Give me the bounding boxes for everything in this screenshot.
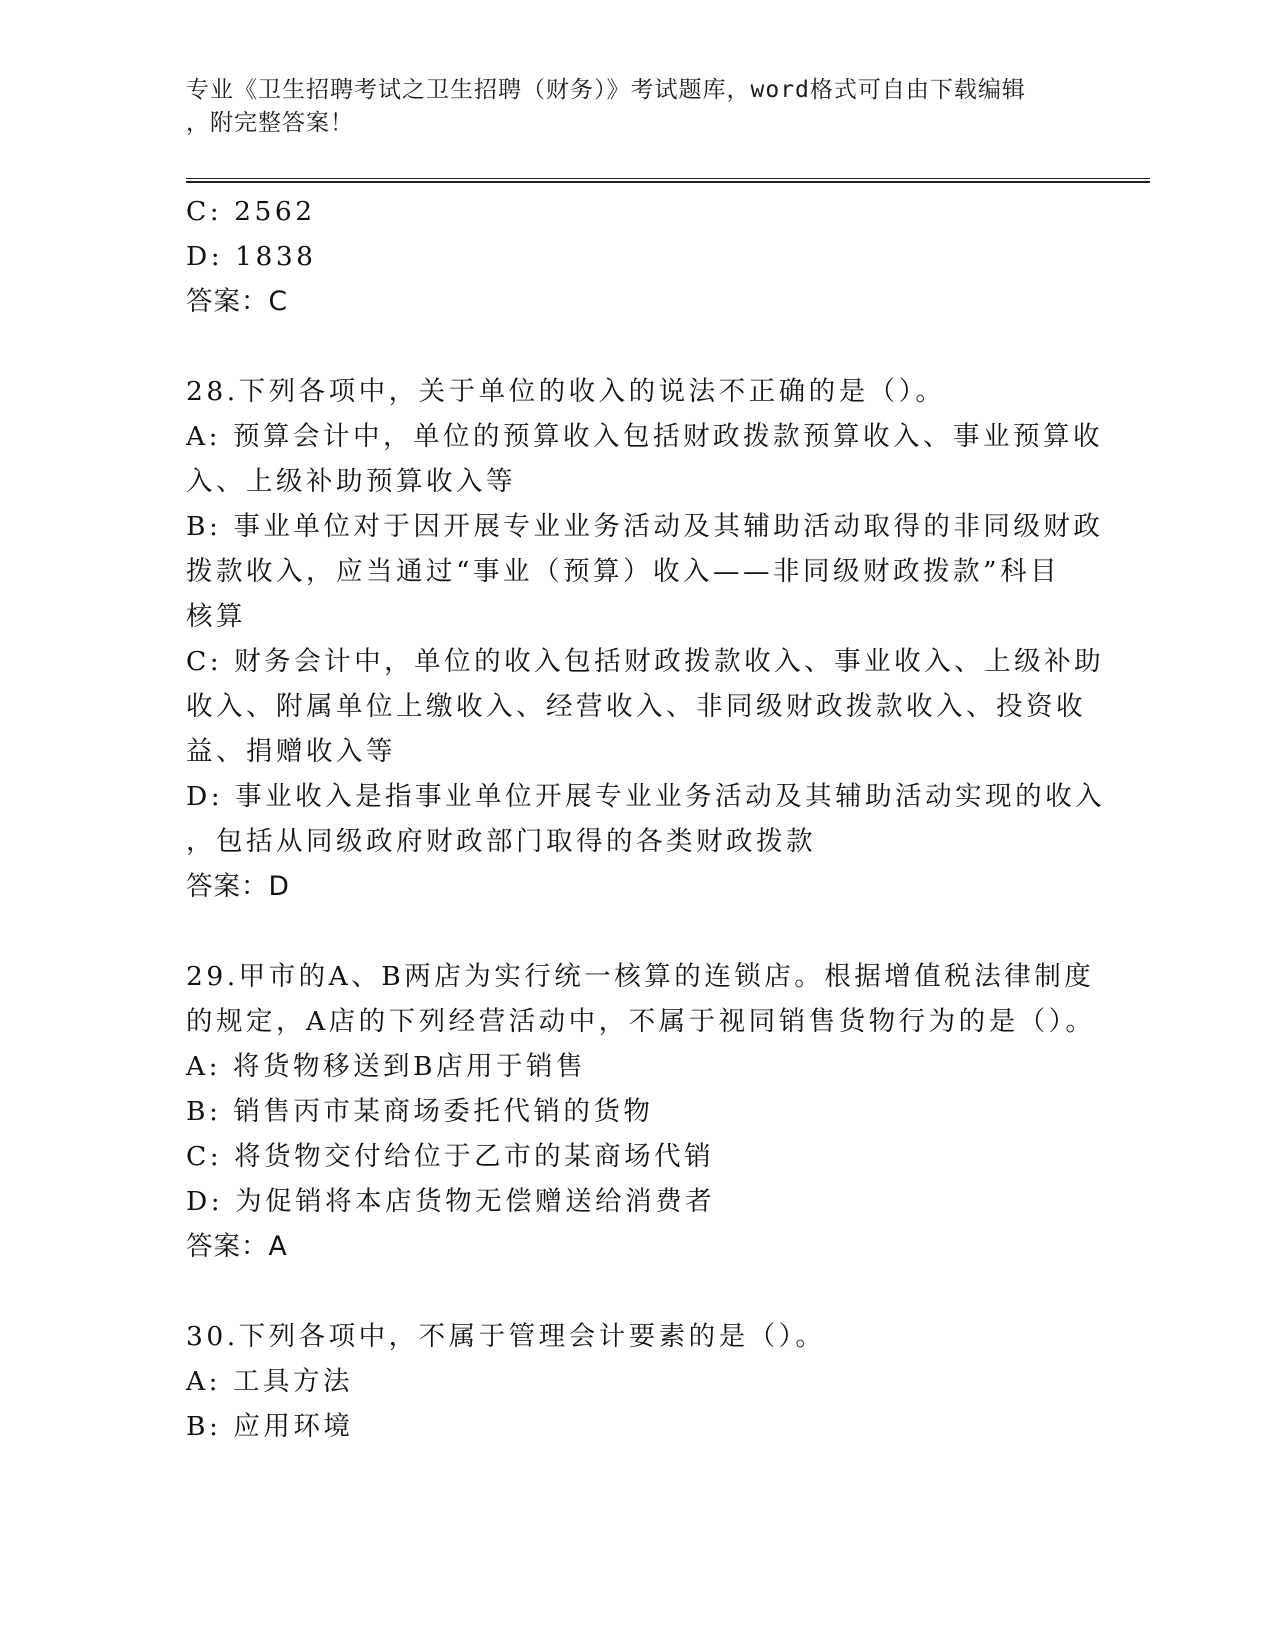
answer: 答案：A bbox=[186, 1231, 288, 1262]
question-30 bbox=[186, 1314, 1086, 1449]
header-title-line-1: 专业《卫生招聘考试之卫生招聘（财务）》考试题库，word格式可自由下载编辑 bbox=[186, 77, 1026, 103]
option-d: D: 1838 bbox=[186, 241, 317, 272]
question-28 bbox=[186, 369, 1106, 909]
option-a: A: 将货物移送到B店用于销售 bbox=[186, 1051, 586, 1082]
option-a-continued: 入、上级补助预算收入等 bbox=[186, 466, 516, 497]
option-c-continued: 收入、附属单位上缴收入、经营收入、非同级财政拨款收入、投资收 bbox=[186, 691, 1086, 722]
previous-question-tail bbox=[186, 189, 1086, 324]
spacer bbox=[186, 1269, 1086, 1314]
option-b: B: 销售丙市某商场委托代销的货物 bbox=[186, 1096, 654, 1127]
option-c: C: 财务会计中，单位的收入包括财政拨款收入、事业收入、上级补助 bbox=[186, 646, 1105, 677]
question-stem: 29.甲市的A、B两店为实行统一核算的连锁店。根据增值税法律制度 bbox=[186, 961, 1095, 992]
header-divider bbox=[186, 178, 1150, 183]
option-b: B: 应用环境 bbox=[186, 1411, 354, 1442]
question-stem: 30.下列各项中，不属于管理会计要素的是（）。 bbox=[186, 1321, 826, 1352]
option-a: A: 预算会计中，单位的预算收入包括财政拨款预算收入、事业预算收 bbox=[186, 421, 1103, 452]
spacer bbox=[186, 909, 1086, 954]
answer: 答案：C bbox=[186, 286, 289, 317]
answer: 答案：D bbox=[186, 871, 290, 902]
option-b-continued: 拨款收入，应当通过“事业（预算）收入——非同级财政拨款”科目 bbox=[186, 556, 1061, 587]
question-stem-continued: 的规定，A店的下列经营活动中，不属于视同销售货物行为的是（）。 bbox=[186, 1006, 1096, 1037]
header-title-line-2: ，附完整答案！ bbox=[186, 110, 354, 136]
option-d-continued: ，包括从同级政府财政部门取得的各类财政拨款 bbox=[186, 826, 816, 857]
question-list bbox=[186, 189, 1106, 1449]
option-c-continued: 益、捐赠收入等 bbox=[186, 736, 396, 767]
option-b: B: 事业单位对于因开展专业业务活动及其辅助活动取得的非同级财政 bbox=[186, 511, 1104, 542]
question-stem: 28.下列各项中，关于单位的收入的说法不正确的是（）。 bbox=[186, 376, 946, 407]
option-d: D: 为促销将本店货物无偿赠送给消费者 bbox=[186, 1186, 716, 1217]
option-c: C: 将货物交付给位于乙市的某商场代销 bbox=[186, 1141, 715, 1172]
option-c: C: 2562 bbox=[186, 196, 316, 227]
question-29 bbox=[186, 954, 1096, 1269]
option-a: A: 工具方法 bbox=[186, 1366, 353, 1397]
document-header bbox=[186, 74, 1086, 140]
spacer bbox=[186, 324, 1086, 369]
option-d: D: 事业收入是指事业单位开展专业业务活动及其辅助活动实现的收入 bbox=[186, 781, 1106, 812]
option-b-continued: 核算 bbox=[186, 601, 246, 632]
